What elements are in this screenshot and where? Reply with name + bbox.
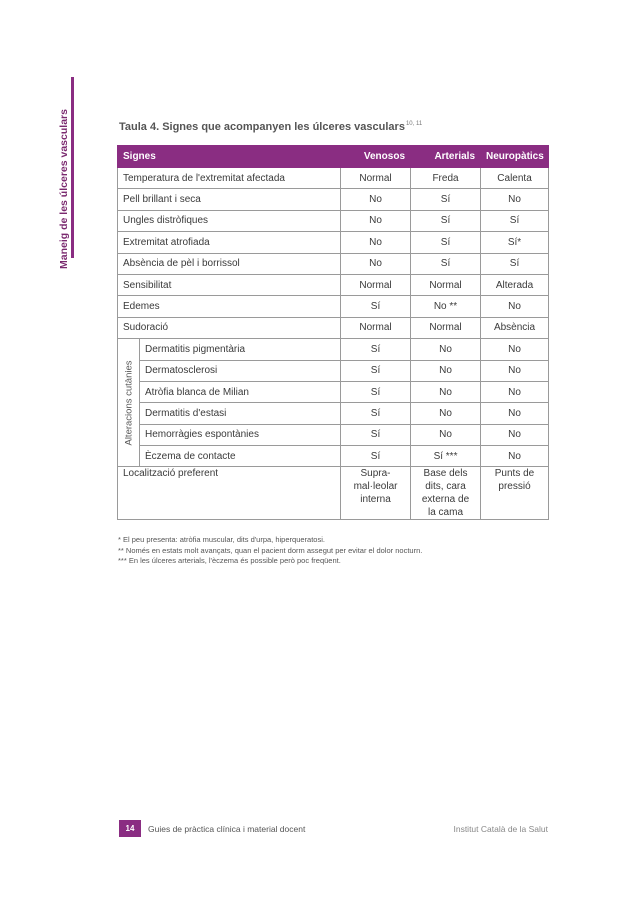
venosos-line: interna (360, 494, 391, 506)
venosos-cell: No (341, 253, 411, 274)
venosos-cell: No (341, 210, 411, 231)
sign-cell: Edemes (118, 296, 341, 317)
arterials-cell: No (411, 360, 481, 381)
side-accent-bar (71, 77, 74, 258)
table-row (118, 403, 549, 424)
arterials-cell: Normal (411, 274, 481, 295)
sign-cell: Dermatitis pigmentària (140, 339, 341, 360)
arterials-cell: No (411, 381, 481, 402)
note-2: ** Només en estats molt avançats, quan el pacient dorm assegut per evitar el dolor nocturn. (118, 545, 423, 555)
arterials-cell: No (411, 403, 481, 424)
arterials-cell: Normal (411, 317, 481, 338)
table-header-row (118, 146, 549, 168)
table-row (118, 339, 549, 360)
table-row (118, 467, 549, 520)
arterials-line: Base dels (423, 468, 468, 480)
table-row (118, 168, 549, 189)
table-row (118, 210, 549, 231)
sign-cell: Temperatura de l'extremitat afectada (118, 168, 341, 189)
arterials-line: externa de (421, 494, 470, 506)
sign-cell: Localització preferent (118, 467, 341, 520)
signs-table (117, 145, 549, 520)
neuropatics-cell: No (481, 403, 549, 424)
table-notes (118, 535, 422, 567)
neuropatics-cell: No (481, 189, 549, 210)
venosos-line: mal·leolar (353, 481, 398, 493)
neuropatics-cell: Sí* (481, 232, 549, 253)
neuropatics-cell: No (481, 360, 549, 381)
arterials-cell: No (411, 424, 481, 445)
venosos-cell: No (341, 189, 411, 210)
neuropatics-cell: No (481, 424, 549, 445)
arterials-cell: No ** (411, 296, 481, 317)
group-label-cell (118, 339, 140, 467)
sign-cell: Absència de pèl i borrissol (118, 253, 341, 274)
venosos-cell: Sí (341, 360, 411, 381)
venosos-cell: Sí (341, 403, 411, 424)
arterials-cell: Sí *** (411, 446, 481, 467)
group-label: Alteracions cutànies (123, 360, 134, 446)
venosos-cell (341, 467, 411, 520)
sign-cell: Dermatosclerosi (140, 360, 341, 381)
neuropatics-cell: No (481, 339, 549, 360)
table-row (118, 189, 549, 210)
table-row (118, 296, 549, 317)
sign-cell: Ungles distròfiques (118, 210, 341, 231)
neuropatics-line: Punts de (494, 468, 535, 480)
table-title-references: 10, 11 (405, 121, 423, 128)
arterials-cell: Sí (411, 189, 481, 210)
venosos-cell: Normal (341, 317, 411, 338)
header-arterials: Arterials (411, 146, 481, 168)
neuropatics-cell (481, 467, 549, 520)
table-row (118, 446, 549, 467)
arterials-cell: Sí (411, 253, 481, 274)
neuropatics-cell: Calenta (481, 168, 549, 189)
header-signes: Signes (118, 146, 341, 168)
venosos-cell: Sí (341, 446, 411, 467)
venosos-cell: Sí (341, 381, 411, 402)
venosos-cell: Normal (341, 274, 411, 295)
venosos-line: Supra- (360, 468, 391, 480)
footer-series-title: Guies de pràctica clínica i material docent (148, 824, 306, 834)
sign-cell: Dermatitis d'estasi (140, 403, 341, 424)
neuropatics-line: pressió (498, 481, 531, 493)
sign-cell: Sudoració (118, 317, 341, 338)
table-row (118, 317, 549, 338)
sign-cell: Hemorràgies espontànies (140, 424, 341, 445)
neuropatics-cell: Sí (481, 253, 549, 274)
side-section-label-text: Maneig de les úlceres vasculars (58, 109, 70, 269)
sign-cell: Pell brillant i seca (118, 189, 341, 210)
neuropatics-cell: Alterada (481, 274, 549, 295)
venosos-cell: Sí (341, 339, 411, 360)
venosos-cell: Sí (341, 424, 411, 445)
arterials-cell: Freda (411, 168, 481, 189)
header-venosos: Venosos (341, 146, 411, 168)
table-row (118, 253, 549, 274)
arterials-cell: Sí (411, 232, 481, 253)
venosos-cell: No (341, 232, 411, 253)
sign-cell: Atròfia blanca de Milian (140, 381, 341, 402)
table-row (118, 381, 549, 402)
table-title-text: Taula 4. Signes que acompanyen les úlceres vasculars (119, 121, 405, 133)
neuropatics-cell: No (481, 296, 549, 317)
table-row (118, 424, 549, 445)
arterials-line: la cama (428, 507, 464, 519)
venosos-cell: Normal (341, 168, 411, 189)
arterials-line: dits, cara (425, 481, 466, 493)
neuropatics-cell: No (481, 446, 549, 467)
neuropatics-cell: No (481, 381, 549, 402)
sign-cell: Extremitat atrofiada (118, 232, 341, 253)
arterials-cell: Sí (411, 210, 481, 231)
table-title (119, 121, 422, 133)
table-row (118, 274, 549, 295)
header-neuropatics: Neuropàtics (481, 146, 549, 168)
sign-cell: Sensibilitat (118, 274, 341, 295)
table-row (118, 360, 549, 381)
arterials-cell: No (411, 339, 481, 360)
footer-institution: Institut Català de la Salut (453, 824, 548, 834)
neuropatics-cell: Sí (481, 210, 549, 231)
table-row (118, 232, 549, 253)
note-1: * El peu presenta: atròfia muscular, dits d'urpa, hiperqueratosi. (118, 535, 325, 544)
page-number-badge: 14 (119, 820, 141, 837)
arterials-cell (411, 467, 481, 520)
venosos-cell: Sí (341, 296, 411, 317)
sign-cell: Èczema de contacte (140, 446, 341, 467)
note-3: *** En les úlceres arterials, l'èczema és possible però poc freqüent. (118, 556, 341, 565)
neuropatics-cell: Absència (481, 317, 549, 338)
